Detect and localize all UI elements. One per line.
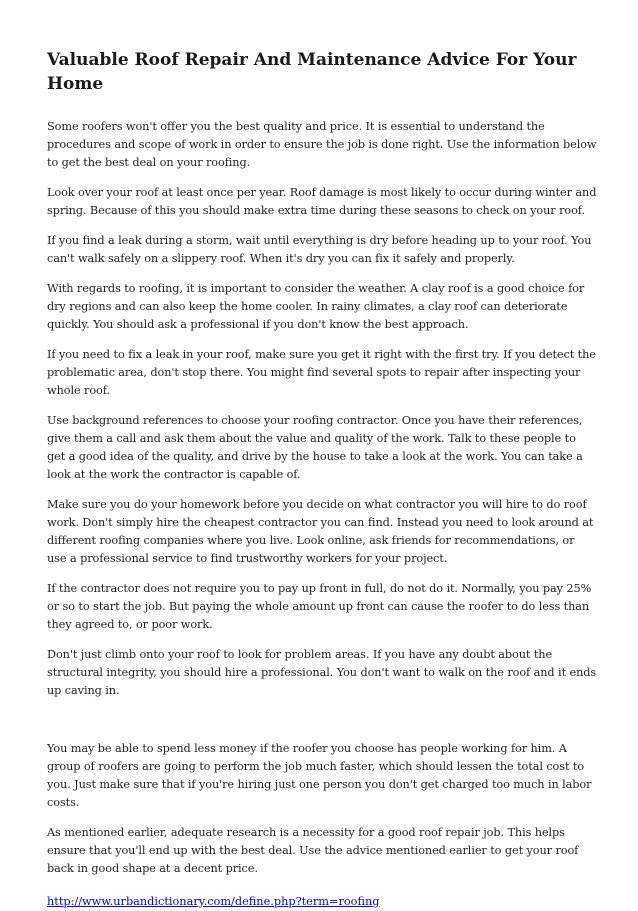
paragraph-references: Use background references to choose your roofing contractor. Once you have their references, give them a call and ask them about the value and quality of the work. Talk to these people to get a good idea of the quality, and drive by the house to take a look at the work. You can take a look at the work the contractor is capable of. — [47, 414, 583, 481]
paragraph-intro: Some roofers won't offer you the best quality and price. It is essential to understand the procedures and scope of work in order to ensure the job is done right. Use the information below to get the best deal on your roofing. — [47, 120, 597, 169]
source-link[interactable]: http://www.urbandictionary.com/define.php?term=roofing — [47, 895, 380, 908]
paragraph-homework: Make sure you do your homework before you decide on what contractor you will hire to do roof work. Don't simply hire the cheapest contractor you can find. Instead you need to look around at different roofing companies where you live. Look online, ask friends for recommendations, or use a professional service to find trustworthy workers for your project. — [47, 498, 594, 565]
paragraph-fix-leak: If you need to fix a leak in your roof, make sure you get it right with the first try. If you detect the problematic area, don't stop there. You might find several spots to repair after inspecting your whole roof. — [47, 348, 596, 397]
blank-gap — [47, 712, 597, 740]
paragraph-conclusion: As mentioned earlier, adequate research is a necessity for a good roof repair job. This helps ensure that you'll end up with the best deal. Use the advice mentioned earlier to get your roof back in good shape at a decent price. — [47, 826, 579, 875]
paragraph-climb: Don't just climb onto your roof to look for problem areas. If you have any doubt about the structural integrity, you should hire a professional. You don't want to walk on the roof and it ends up caving in. — [47, 648, 597, 697]
page-title: Valuable Roof Repair And Maintenance Advice For Your Home — [47, 50, 577, 94]
paragraph-weather: With regards to roofing, it is important to consider the weather. A clay roof is a good choice for dry regions and can also keep the home cooler. In rainy climates, a clay roof can deteriorate quickly. You should ask a professional if you don't know the best approach. — [47, 282, 585, 331]
paragraph-inspect: Look over your roof at least once per year. Roof damage is most likely to occur during winter and spring. Because of this you should make extra time during these seasons to check on your roof. — [47, 186, 597, 217]
paragraph-payment: If the contractor does not require you to pay up front in full, do not do it. Normally, you pay 25% or so to start the job. But paying the whole amount up front can cause the roofer to do less than they agreed to, or poor work. — [47, 582, 592, 631]
paragraph-leak-storm: If you find a leak during a storm, wait until everything is dry before heading up to your roof. You can't walk safely on a slippery roof. When it's dry you can fix it safely and properly. — [47, 234, 592, 265]
document-page — [47, 48, 597, 911]
paragraph-crew: You may be able to spend less money if the roofer you choose has people working for him. A group of roofers are going to perform the job much faster, which should lessen the total cost to you. Just make sure that if you're hiring just one person you don't get charged too much in labor costs. — [47, 742, 592, 809]
